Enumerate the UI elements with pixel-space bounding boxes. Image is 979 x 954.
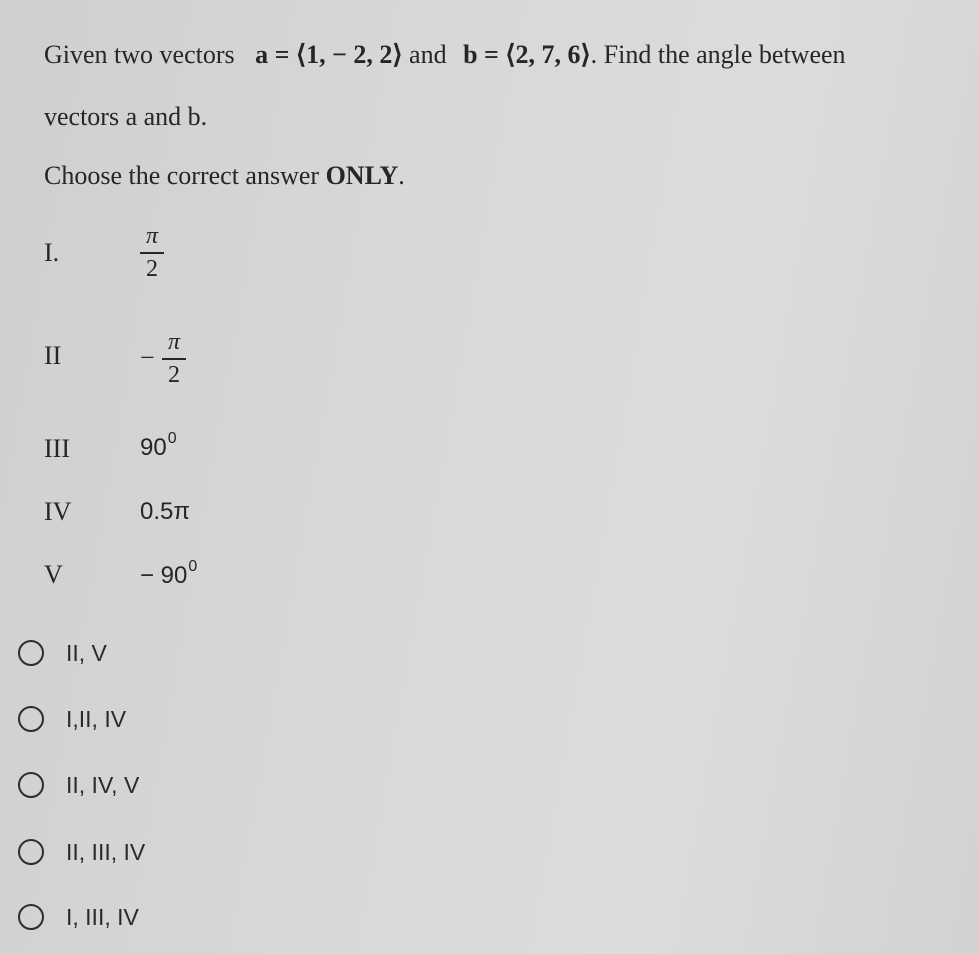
option-value-4: 0.5π <box>140 498 190 525</box>
choice-label: II, III, IV <box>66 838 146 865</box>
radio-button[interactable] <box>18 772 44 798</box>
option-numeral-3: III <box>44 434 70 463</box>
vector-a: a = ⟨1, − 2, 2⟩ <box>255 40 403 69</box>
choice-label: I,II, IV <box>66 705 127 732</box>
radio-button[interactable] <box>18 839 44 865</box>
answer-choice-2[interactable] <box>18 702 126 736</box>
instruction-suffix: . <box>398 161 405 190</box>
option-value-5 <box>140 558 198 589</box>
degree-superscript: 0 <box>188 558 198 575</box>
radio-button[interactable] <box>18 904 44 930</box>
fraction-denominator: 2 <box>146 256 158 282</box>
fraction-bar <box>140 252 164 254</box>
fraction-denominator: 2 <box>168 362 180 388</box>
question-prefix: Given two vectors <box>44 40 235 69</box>
choice-label: II, V <box>66 639 107 666</box>
instruction-prefix: Choose the correct answer <box>44 161 326 190</box>
fraction-numerator: π <box>145 223 159 249</box>
question-line-1 <box>44 42 846 68</box>
question-line-2: vectors a and b. <box>44 102 208 131</box>
option-numeral-1: I. <box>44 238 60 267</box>
answer-choice-1[interactable] <box>18 636 107 670</box>
option-numeral-2: II <box>44 341 62 370</box>
degree-value: 90 <box>140 434 167 461</box>
instruction <box>44 163 405 189</box>
radio-button[interactable] <box>18 640 44 666</box>
fraction-numerator: π <box>167 329 181 355</box>
minus-sign: − <box>140 343 155 372</box>
radio-button[interactable] <box>18 706 44 732</box>
vector-b: b = ⟨2, 7, 6⟩ <box>463 40 591 69</box>
answer-choice-5[interactable] <box>18 900 139 934</box>
fraction-bar <box>162 358 186 360</box>
choice-label: II, IV, V <box>66 771 140 798</box>
option-numeral-4: IV <box>44 497 72 526</box>
question-suffix: . Find the angle between <box>590 40 846 69</box>
choice-label: I, III, IV <box>66 903 139 930</box>
option-value-1 <box>140 224 164 281</box>
question-and: and <box>409 40 447 69</box>
degree-superscript: 0 <box>167 430 177 447</box>
answer-choice-3[interactable] <box>18 768 139 802</box>
degree-value: − 90 <box>140 562 188 589</box>
answer-choice-4[interactable] <box>18 835 145 869</box>
instruction-emphasis: ONLY <box>325 161 399 190</box>
option-value-2 <box>162 330 186 387</box>
option-value-3 <box>140 430 177 461</box>
option-numeral-5: V <box>44 560 63 589</box>
